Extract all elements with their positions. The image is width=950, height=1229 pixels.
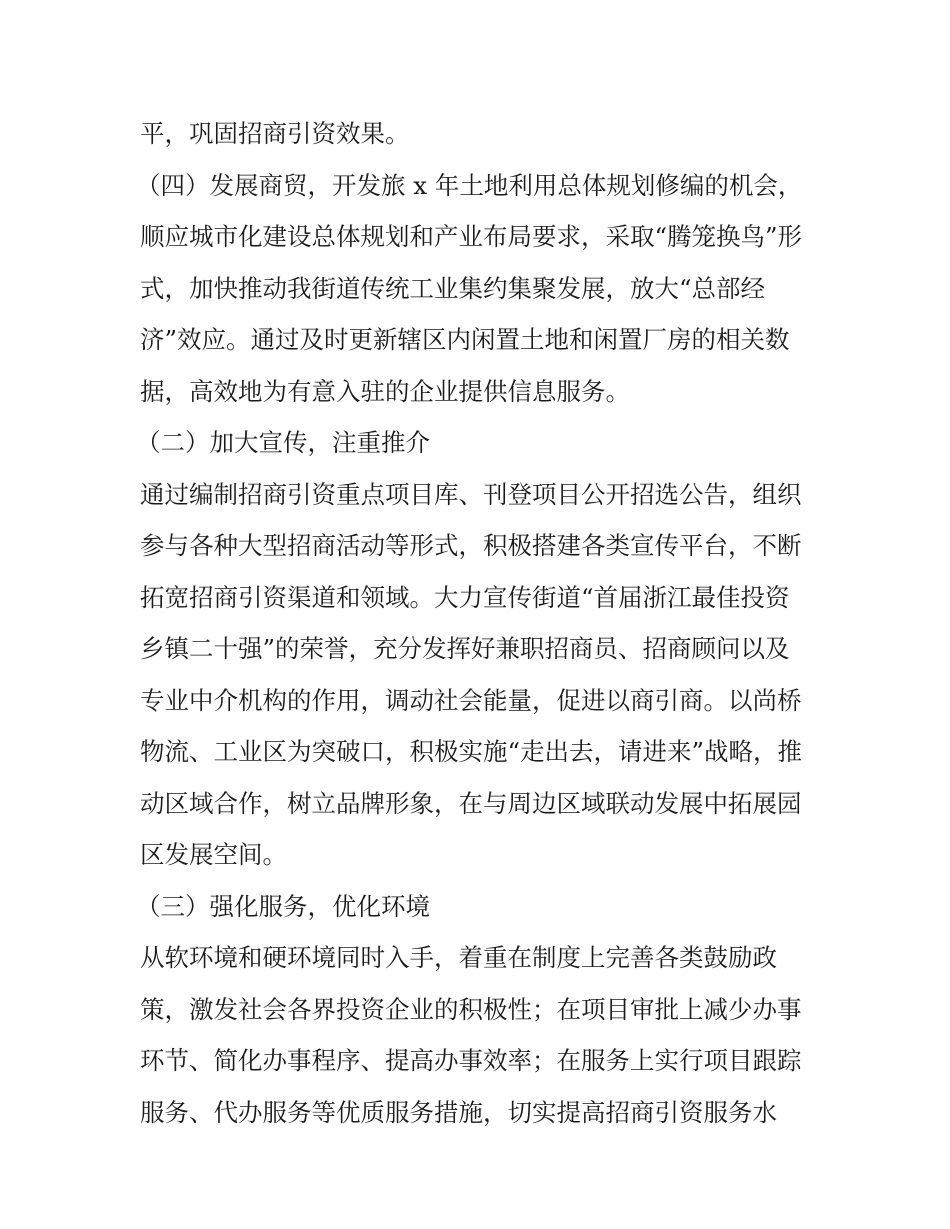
- text-line: 济”效应。通过及时更新辖区内闲置土地和闲置厂房的相关数: [140, 325, 790, 354]
- document-body: [136, 108, 820, 1138]
- text-line: 拓宽招商引资渠道和领域。大力宣传街道“首届浙江最佳投资: [140, 582, 790, 612]
- text-line: 乡镇二十强”的荣誉，充分发挥好兼职招商员、招商顾问以及: [140, 634, 790, 663]
- text-line: 专业中介机构的作用，调动社会能量，促进以商引商。以尚桥: [140, 685, 802, 715]
- text-line: 参与各种大型招商活动等形式，积极搭建各类宣传平台，不断: [140, 531, 802, 560]
- text-line: 顺应城市化建设总体规划和产业布局要求，采取“腾笼换鸟”形: [140, 222, 803, 251]
- text-line: 动区域合作，树立品牌形象，在与周边区域联动发展中拓展园: [140, 788, 802, 818]
- section-heading-four: （四）发展商贸，开发旅 x 年土地利用总体规划修编的机会，: [136, 170, 803, 200]
- text-line: 通过编制招商引资重点项目库、刊登项目公开招选公告，组织: [140, 479, 802, 509]
- text-line: 从软环境和硬环境同时入手，着重在制度上完善各类鼓励政: [140, 943, 777, 972]
- section-heading-two: （二）加大宣传，注重推介: [136, 428, 430, 457]
- text-line: 据，高效地为有意入驻的企业提供信息服务。: [140, 376, 630, 406]
- text-line: 环节、简化办事程序、提高办事效率；在服务上实行项目跟踪: [140, 1046, 802, 1075]
- text-line: 平，巩固招商引资效果。: [140, 119, 410, 148]
- text-line: 服务、代办服务等优质服务措施，切实提高招商引资服务水: [140, 1097, 777, 1127]
- text-line: 式，加快推动我街道传统工业集约集聚发展，放大“总部经: [140, 273, 766, 303]
- section-heading-three: （三）强化服务，优化环境: [136, 891, 430, 921]
- text-line: 策，激发社会各界投资企业的积极性；在项目审批上减少办事: [140, 994, 802, 1024]
- text-line: 区发展空间。: [140, 840, 287, 869]
- text-line: 物流、工业区为突破口，积极实施“走出去，请进来”战略，推: [140, 737, 803, 766]
